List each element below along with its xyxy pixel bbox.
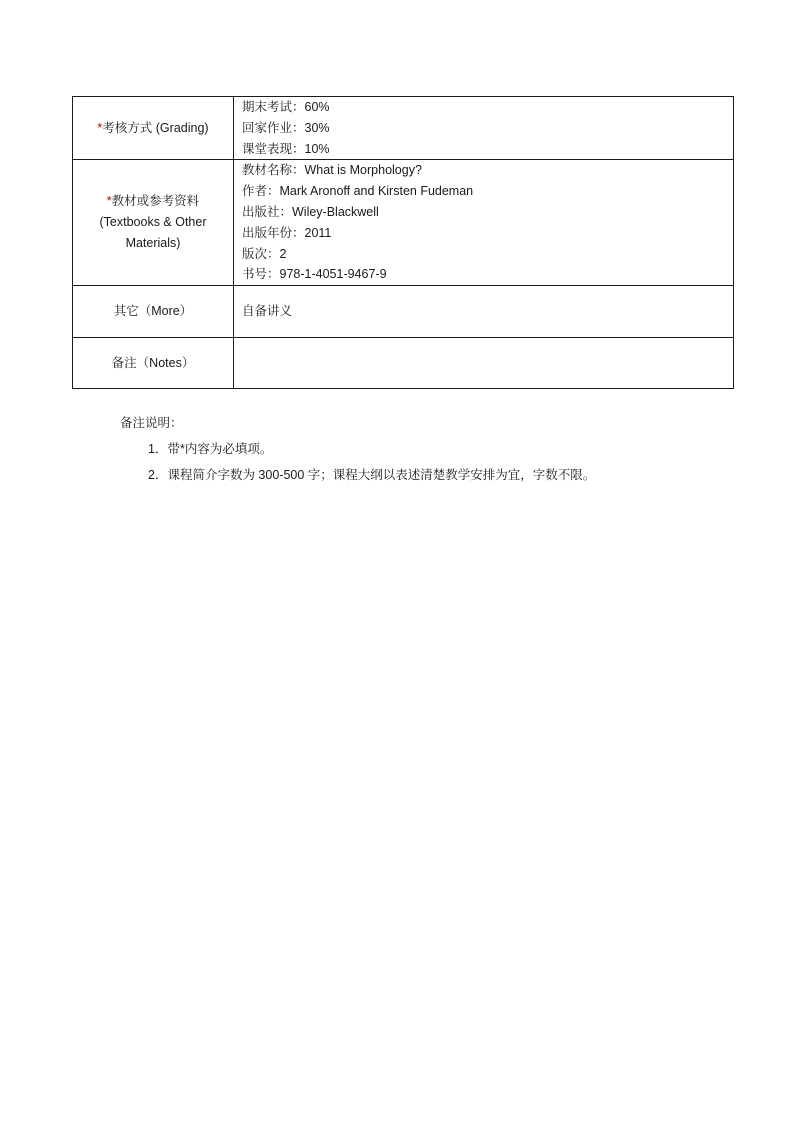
required-mark: * <box>106 194 112 209</box>
textbooks-row <box>73 160 734 286</box>
more-label: 其它（More） <box>73 286 234 338</box>
grading-label-cell <box>73 97 234 160</box>
remarks-section <box>120 410 595 488</box>
grading-row <box>73 97 734 160</box>
grading-line: 期末考试：60% <box>242 100 330 114</box>
grading-line: 回家作业：30% <box>242 120 330 135</box>
remark-item: 1．带*内容为必填项。 <box>148 442 273 456</box>
textbook-line: 书号：978-1-4051-9467-9 <box>242 267 387 282</box>
course-info-table <box>72 96 734 389</box>
remarks-title: 备注说明： <box>120 416 183 430</box>
textbook-line: 教材名称：What is Morphology? <box>242 163 422 178</box>
textbooks-label-cn: 教材或参考资料 <box>111 194 200 209</box>
more-row <box>73 286 734 338</box>
notes-label: 备注（Notes） <box>73 338 234 389</box>
textbook-line: 作者：Mark Aronoff and Kirsten Fudeman <box>242 184 474 199</box>
textbook-line: 出版社：Wiley-Blackwell <box>242 204 379 219</box>
remark-item: 2．课程简介字数为 300-500 字；课程大纲以表述清楚教学安排为宜，字数不限。 <box>148 468 596 482</box>
notes-value <box>234 338 734 389</box>
grading-label: 考核方式 (Grading) <box>102 120 209 135</box>
textbook-line: 版次：2 <box>242 246 287 261</box>
more-value: 自备讲义 <box>234 286 734 338</box>
grading-line: 课堂表现：10% <box>242 141 330 156</box>
notes-row <box>73 338 734 389</box>
required-mark: * <box>97 120 103 135</box>
textbooks-label-en: (Textbooks & Other <box>99 215 207 230</box>
textbooks-label-en: Materials) <box>125 236 181 251</box>
textbooks-label-cell <box>73 160 234 286</box>
grading-value-cell <box>234 97 734 160</box>
textbook-line: 出版年份：2011 <box>242 225 332 240</box>
textbooks-value-cell <box>234 160 734 286</box>
